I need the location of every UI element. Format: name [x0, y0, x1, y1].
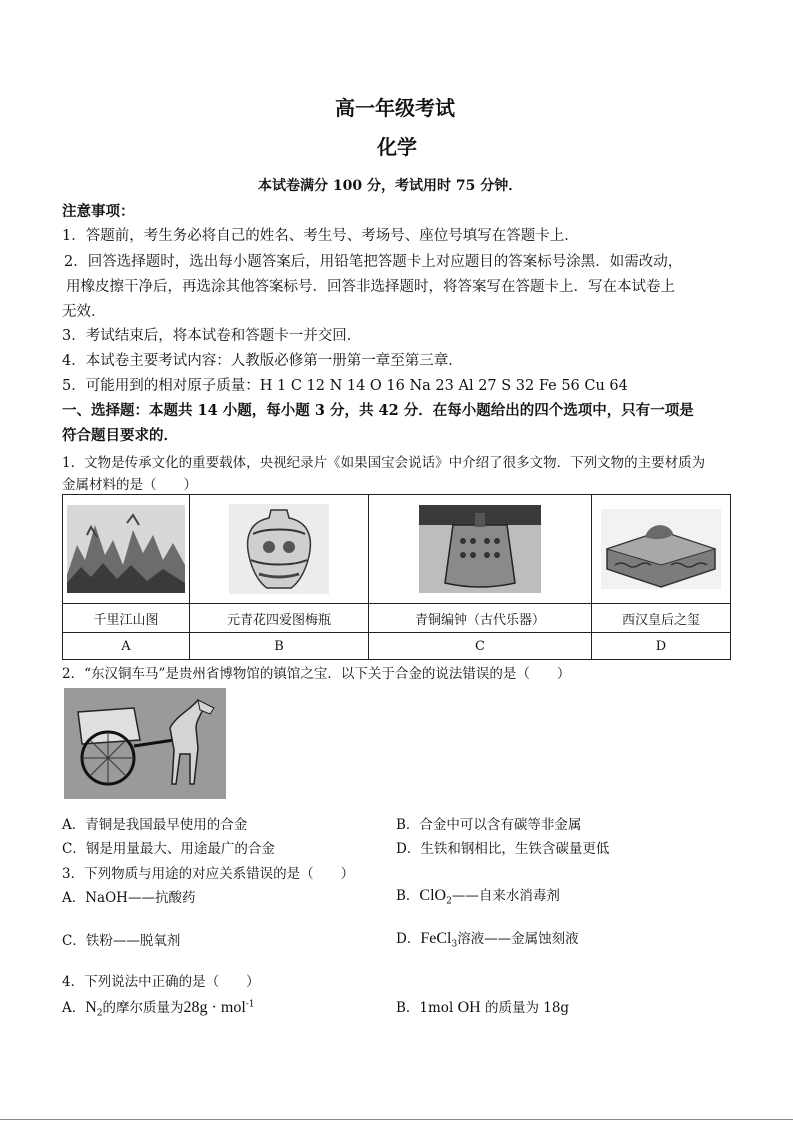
molar-mass-exponent: -1	[245, 999, 255, 1010]
chlorine-dioxide-formula: ClO	[419, 887, 447, 904]
relic-caption-c: 青铜编钟（古代乐器）	[369, 604, 592, 633]
chlorine-dioxide-subscript: 2	[446, 896, 452, 907]
q3-option-d	[396, 927, 579, 950]
q3-option-d-text: 溶液——金属蚀刻液	[457, 931, 579, 947]
note-5: 5．可能用到的相对原子质量：H 1 C 12 N 14 O 16 Na 23 Al 27 S 32 Fe 56 Cu 64	[62, 378, 628, 394]
hydroxide-formula: OH	[457, 999, 481, 1016]
subject-title: 化学	[377, 135, 417, 159]
q4-option-a-label: A．	[62, 1000, 86, 1016]
q3-option-b	[396, 884, 560, 907]
q4-option-a	[62, 996, 255, 1019]
nitrogen-formula: N	[85, 999, 97, 1016]
relic-cell-b	[190, 495, 369, 604]
q4-option-b-text: 的质量为 18g	[480, 1000, 570, 1016]
q3-option-c: C．铁粉——脱氧剂	[62, 933, 181, 949]
nitrogen-subscript: 2	[96, 1008, 103, 1019]
q3-option-a: A．NaOH——抗酸药	[62, 890, 196, 906]
q1-relics-table	[62, 494, 731, 660]
q3-stem: 3．下列物质与用途的对应关系错误的是（ ）	[62, 866, 355, 882]
exam-info: 本试卷满分 100 分，考试用时 75 分钟．	[258, 178, 523, 194]
option-letter-a: A	[63, 633, 190, 660]
note-4: 4．本试卷主要考试内容：人教版必修第一册第一章至第三章．	[62, 353, 463, 369]
q1-stem-line-2: 金属材料的是（ ）	[62, 477, 197, 493]
bronze-chariot-horse-image	[64, 688, 226, 799]
relic-caption-a: 千里江山图	[63, 604, 190, 633]
note-2-line-3: 无效．	[62, 304, 106, 320]
ferric-chloride-subscript: 3	[451, 939, 458, 950]
page-bottom-rule	[0, 1119, 793, 1120]
section-1-heading-line-1: 一、选择题：本题共 14 小题，每小题 3 分，共 42 分．在每小题给出的四个选项中，只有一项是	[62, 402, 694, 419]
q2-option-a: A．青铜是我国最早使用的合金	[62, 817, 248, 833]
q3-option-d-label: D．	[396, 931, 421, 947]
notes-heading: 注意事项：	[62, 203, 135, 220]
q1-stem-line-1: 1．文物是传承文化的重要载体，央视纪录片《如果国宝会说话》中介绍了很多文物．下列文物的主要材质为	[62, 455, 706, 471]
q4-option-a-text: 的摩尔质量为	[102, 1000, 184, 1016]
note-1: 1．答题前，考生务必将自己的姓名、考生号、考场号、座位号填写在答题卡上．	[62, 228, 579, 244]
option-letter-d: D	[592, 633, 731, 660]
q4-option-b	[396, 996, 569, 1017]
relic-caption-d: 西汉皇后之玺	[592, 604, 731, 633]
q2-option-b: B．合金中可以含有碳等非金属	[396, 817, 582, 833]
option-letter-c: C	[369, 633, 592, 660]
note-2-line-2: 用橡皮擦干净后，再选涂其他答案标号．回答非选择题时，将答案写在答题卡上．写在本试卷上	[66, 279, 675, 295]
q3-option-b-label: B．	[396, 888, 420, 904]
blue-white-vase-image	[229, 504, 329, 594]
relic-cell-c	[369, 495, 592, 604]
note-3: 3．考试结束后，将本试卷和答题卡一并交回．	[62, 328, 362, 344]
q2-option-c: C．钢是用量最大、用途最广的合金	[62, 841, 275, 857]
q2-option-d: D．生铁和钢相比，生铁含碳量更低	[396, 841, 610, 857]
bronze-bell-image	[419, 505, 541, 593]
section-1-heading-line-2: 符合题目要求的．	[62, 427, 178, 444]
exam-title: 高一年级考试	[335, 96, 455, 120]
molar-mass-value: 28g · mol	[183, 999, 246, 1016]
note-2-line-1: 2．回答选择题时，选出每小题答案后，用铅笔把答题卡上对应题目的答案标号涂黑．如需改动，	[64, 254, 683, 270]
relic-cell-d	[592, 495, 731, 604]
landscape-painting-image	[67, 505, 185, 593]
jade-seal-image	[601, 509, 721, 589]
q2-stem: 2．“东汉铜车马”是贵州省博物馆的镇馆之宝．以下关于合金的说法错误的是（ ）	[62, 666, 571, 682]
relic-cell-a	[63, 495, 190, 604]
q4-stem: 4．下列说法中正确的是（ ）	[62, 974, 260, 990]
relic-caption-b: 元青花四爱图梅瓶	[190, 604, 369, 633]
option-letter-b: B	[190, 633, 369, 660]
q3-option-b-text: ——自来水消毒剂	[451, 888, 560, 904]
q4-option-b-label: B．1mol	[396, 1000, 458, 1016]
ferric-chloride-formula: FeCl	[420, 930, 452, 947]
